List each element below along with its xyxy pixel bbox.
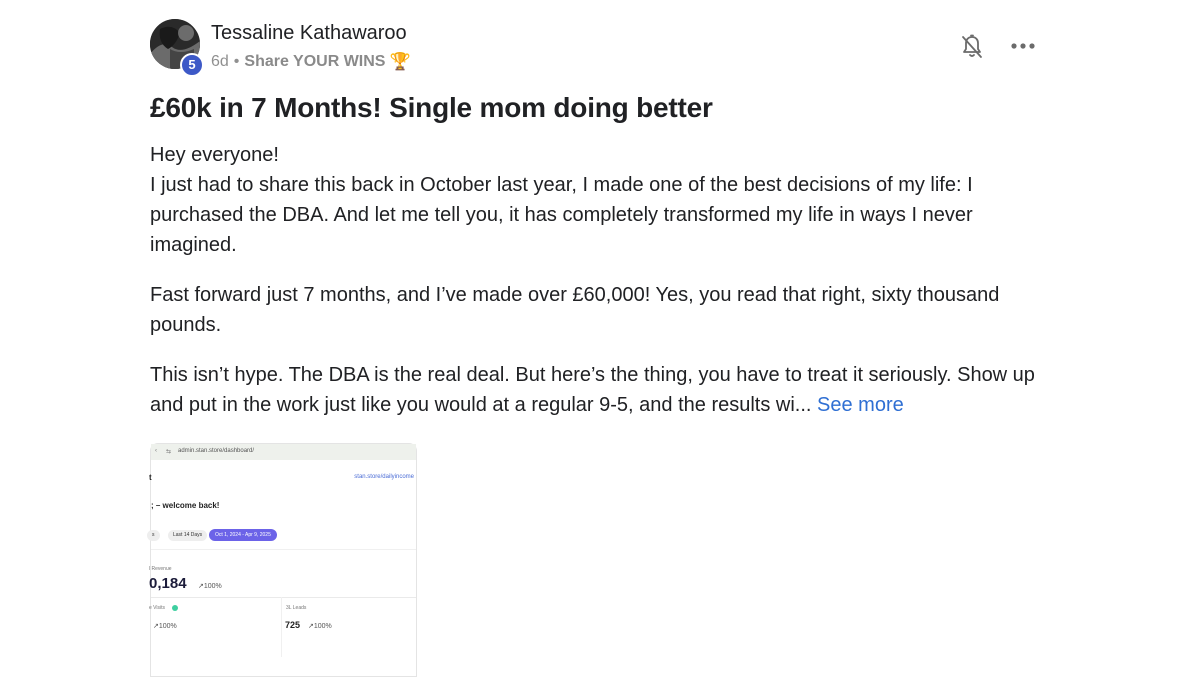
post-header	[150, 16, 1040, 78]
address-url: admin.stan.store/dashboard/	[178, 448, 255, 454]
leads-value: 725	[285, 620, 301, 630]
meta-separator: •	[233, 53, 240, 70]
divider	[281, 597, 282, 657]
store-link: stan.store/dailyincome	[354, 474, 414, 480]
post-paragraph	[150, 140, 1040, 260]
post-meta	[211, 52, 411, 72]
attachment-thumbnail[interactable]	[150, 443, 417, 677]
more-horizontal-icon[interactable]	[1010, 40, 1036, 52]
revenue-value: 0,184	[149, 575, 187, 592]
dashboard-heading: t	[149, 473, 152, 482]
revenue-change: ↗100%	[198, 583, 222, 590]
post-paragraph: Fast forward just 7 months, and I’ve made over £60,000! Yes, you read that right, sixty thousand pounds.	[150, 284, 1000, 336]
leads-label: 3L Leads	[286, 605, 307, 611]
avatar[interactable]	[150, 19, 200, 72]
site-settings-icon: ⇆	[166, 449, 172, 455]
browser-address-bar	[151, 444, 416, 460]
filter-pill: s	[147, 530, 160, 541]
post-body	[150, 140, 1040, 420]
leads-change: ↗100%	[308, 623, 332, 630]
divider	[151, 597, 416, 598]
revenue-label: l Revenue	[149, 566, 172, 572]
divider	[151, 549, 416, 550]
level-badge: 5	[180, 53, 204, 77]
author-name[interactable]: Tessaline Kathawaroo	[211, 22, 407, 44]
bell-off-icon[interactable]	[960, 34, 984, 60]
visits-change: ↗100%	[153, 623, 177, 630]
see-more-link[interactable]: See more	[817, 394, 904, 416]
nav-icon: ‹	[155, 448, 157, 454]
post-paragraph	[150, 360, 1040, 420]
trophy-icon: 🏆	[389, 52, 411, 71]
post-title[interactable]: £60k in 7 Months! Single mom doing better	[150, 92, 713, 123]
status-dot	[172, 605, 178, 611]
time-ago: 6d	[211, 53, 229, 70]
greeting-line: Hey everyone!	[150, 144, 279, 166]
category-link[interactable]: Share YOUR WINS	[244, 53, 386, 70]
filter-pill-14-days: Last 14 Days	[168, 530, 207, 541]
filter-pill-date-range: Oct 1, 2024 - Apr 9, 2025	[209, 529, 277, 541]
post-card	[150, 16, 1040, 440]
intro-text: I just had to share this back in October last year, I made one of the best decisions of my life: I purchased the DBA. And let me tell you, it has completely transformed my life in ways I never imagined.	[150, 174, 973, 256]
visits-label: e Visits	[149, 605, 166, 611]
welcome-text: ; – welcome back!	[151, 501, 220, 510]
truncated-text: This isn’t hype. The DBA is the real deal. But here’s the thing, you have to treat it seriously. Show up and put in the work just like you would at a regular 9-5, and the results wi...	[150, 364, 1035, 416]
